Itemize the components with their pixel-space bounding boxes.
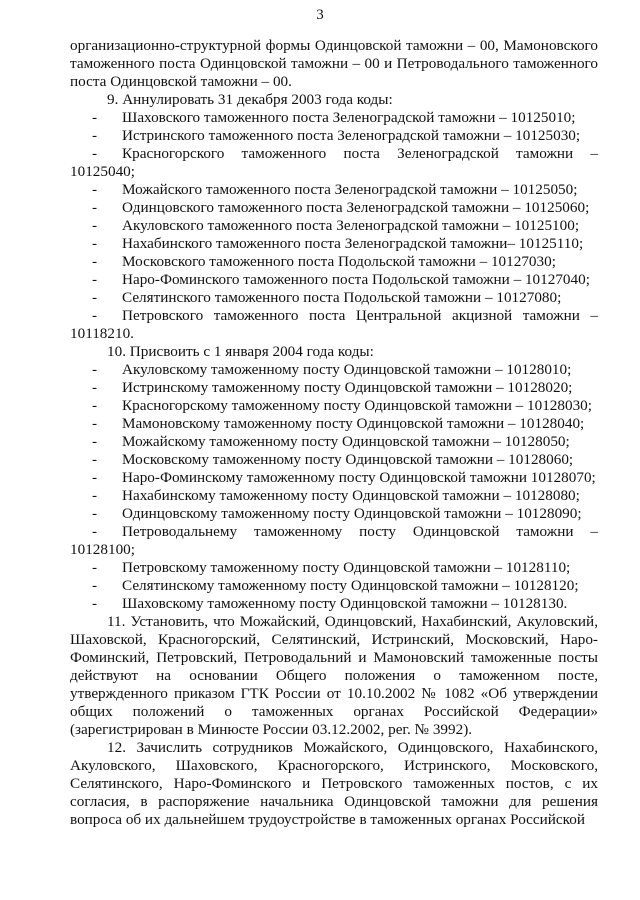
list-item: - Одинцовского таможенного поста Зеленоградской таможни – 10125060;: [92, 199, 590, 216]
list-item: - Шаховского таможенного поста Зеленоградской таможни – 10125010;: [92, 109, 576, 126]
list-item: - Мамоновскому таможенному посту Одинцовской таможни – 10128040;: [92, 415, 585, 432]
list-item: - Можайскому таможенному посту Одинцовской таможни – 10128050;: [92, 433, 570, 450]
list-item: - Наро-Фоминскому таможенному посту Одинцовской таможни 10128070;: [92, 469, 596, 486]
list-item: - Селятинскому таможенному посту Одинцовской таможни – 10128120;: [92, 577, 579, 594]
intro-paragraph: организационно-структурной формы Одинцовской таможни – 00, Мамоновского таможенного поста Одинцовской таможни – 00 и Петроводального таможенного поста Одинцовской таможни – 00.: [70, 37, 598, 90]
list-item: - Акуловского таможенного поста Зеленоградской таможни – 10125100;: [92, 217, 580, 234]
document-body: [70, 37, 598, 829]
section-9-heading: 9. Аннулировать 31 декабря 2003 года коды:: [107, 91, 393, 108]
list-item: - Нахабинского таможенного поста Зеленоградской таможни– 10125110;: [92, 235, 584, 252]
list-item: - Петровского таможенного поста Центральной акцизной таможни – 10118210.: [70, 307, 598, 342]
list-item: - Можайского таможенного поста Зеленоградской таможни – 10125050;: [92, 181, 578, 198]
page-number: 3: [316, 7, 324, 23]
list-item: - Петроводальнему таможенному посту Одинцовской таможни – 10128100;: [70, 523, 598, 558]
list-item: - Селятинского таможенного поста Подольской таможни – 10127080;: [92, 289, 562, 306]
list-item: - Московского таможенного поста Подольской таможни – 10127030;: [92, 253, 556, 270]
list-item: - Московскому таможенному посту Одинцовской таможни – 10128060;: [92, 451, 574, 468]
section-10-heading: 10. Присвоить с 1 января 2004 года коды:: [107, 343, 374, 360]
list-item: - Истринскому таможенному посту Одинцовской таможни – 10128020;: [92, 379, 573, 396]
section-11-paragraph: 11. Установить, что Можайский, Одинцовский, Нахабинский, Акуловский, Шаховской, Красногорский, Селятинский, Истринский, Московский, Наро-Фоминский, Петровский, Петроводальний и Мамоновский таможенные посты действуют на основании Общего положения о таможенном посте, утвержденного приказом ГТК России от 10.10.2002 № 1082 «Об утверждении общих положений о таможенных органах Российской Федерации» (зарегистрирован в Минюсте России 03.12.2002, рег. № 3992).: [70, 613, 598, 738]
list-item: - Нахабинскому таможенному посту Одинцовской таможни – 10128080;: [92, 487, 580, 504]
list-item: - Красногорскому таможенному посту Одинцовской таможни – 10128030;: [92, 397, 592, 414]
section-10-list: [70, 361, 598, 613]
list-item: - Акуловскому таможенному посту Одинцовской таможни – 10128010;: [92, 361, 572, 378]
list-item: - Истринского таможенного поста Зеленоградской таможни – 10125030;: [92, 127, 581, 144]
list-item: - Одинцовскому таможенному посту Одинцовской таможни – 10128090;: [92, 505, 582, 522]
section-9-list: [70, 109, 598, 343]
section-12-paragraph: 12. Зачислить сотрудников Можайского, Одинцовского, Нахабинского, Акуловского, Шаховского, Красногорского, Истринского, Московского, Селятинского, Наро-Фоминского и Петровского таможенных постов, с их согласия, в распоряжение начальника Одинцовской таможни для решения вопроса об их дальнейшем трудоустройстве в таможенных органах Российской: [70, 739, 598, 828]
list-item: - Наро-Фоминского таможенного поста Подольской таможни – 10127040;: [92, 271, 590, 288]
list-item: - Петровскому таможенному посту Одинцовской таможни – 10128110;: [92, 559, 571, 576]
list-item: - Шаховскому таможенному посту Одинцовской таможни – 10128130.: [92, 595, 568, 612]
list-item: - Красногорского таможенного поста Зеленоградской таможни – 10125040;: [70, 145, 598, 180]
